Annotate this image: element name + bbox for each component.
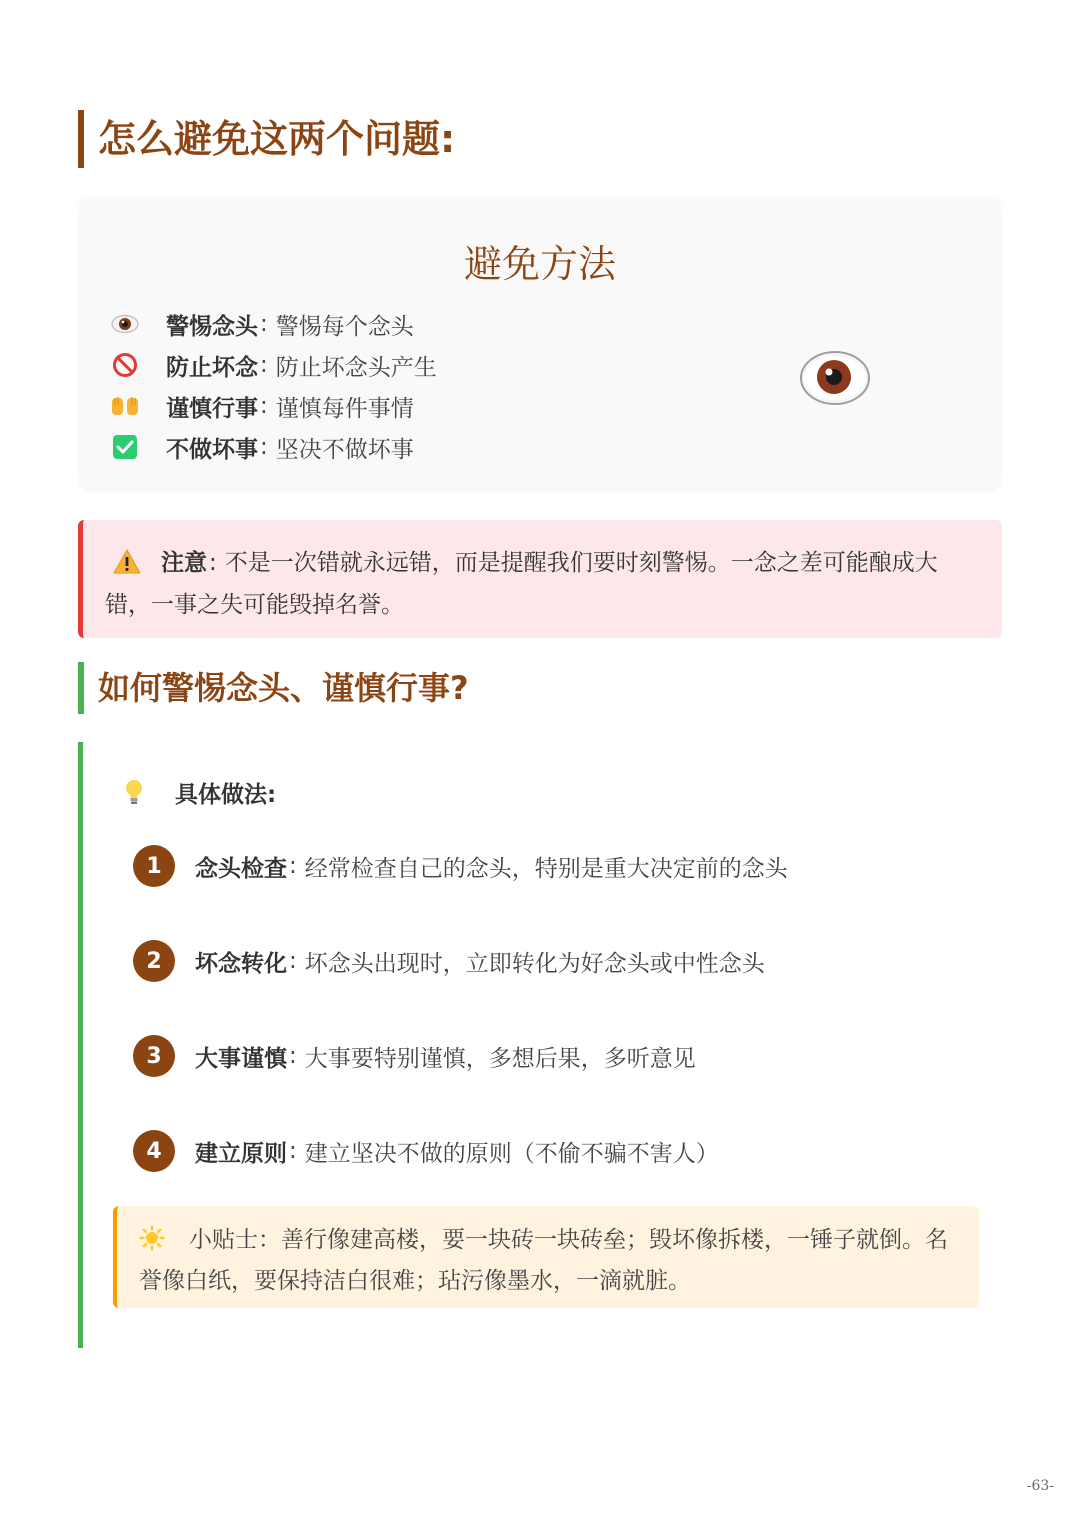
step-item <box>133 1035 696 1077</box>
method-text: 防止坏念头产生 <box>275 354 437 381</box>
label-separator: : <box>260 352 268 378</box>
raised-hands-icon <box>108 391 142 421</box>
warning-icon <box>113 548 141 586</box>
label-separator: : <box>260 311 268 337</box>
step-item <box>133 940 765 982</box>
method-text: 警惕每个念头 <box>275 313 414 340</box>
step-text: 坏念头出现时，立即转化为好念头或中性念头 <box>304 950 765 977</box>
step-label: 念头检查 <box>195 855 287 882</box>
warning-callout <box>78 520 1002 638</box>
label-separator: : <box>260 434 268 460</box>
eye-icon <box>108 309 142 339</box>
tip-callout <box>113 1206 979 1308</box>
check-box-icon <box>108 432 142 462</box>
tip-text: 小贴士：善行像建高楼，要一块砖一块砖垒；毁坏像拆楼，一锤子就倒。名誉像白纸，要保持洁白很难；玷污像墨水，一滴就脏。 <box>139 1227 948 1294</box>
sun-icon <box>139 1225 165 1263</box>
step-number-badge: 2 <box>133 940 175 982</box>
step-label: 坏念转化 <box>195 950 287 977</box>
section-heading-practice <box>78 662 469 714</box>
label-separator: : <box>209 550 217 576</box>
practice-heading-text: 具体做法: <box>175 782 277 808</box>
section-heading-avoid <box>78 110 455 168</box>
eye-icon <box>798 347 872 413</box>
practice-heading <box>121 776 276 809</box>
warning-label: 注意 <box>161 550 207 576</box>
method-text: 坚决不做坏事 <box>275 436 414 463</box>
label-separator: : <box>289 1138 297 1164</box>
method-item <box>108 348 437 382</box>
step-label: 大事谨慎 <box>195 1045 287 1072</box>
card-title: 避免方法 <box>463 242 616 286</box>
warning-text: 不是一次错就永远错，而是提醒我们要时刻警惕。一念之差可能酿成大错，一事之失可能毁掉名誉。 <box>105 550 938 618</box>
practice-section <box>78 742 1003 1348</box>
method-label: 不做坏事 <box>166 436 258 463</box>
label-separator: : <box>289 853 297 879</box>
step-text: 建立坚决不做的原则（不偷不骗不害人） <box>304 1140 719 1167</box>
step-item <box>133 1130 719 1172</box>
step-text: 经常检查自己的念头，特别是重大决定前的念头 <box>304 855 788 882</box>
methods-card <box>78 197 1002 491</box>
page-number: -63- <box>1026 1478 1054 1494</box>
step-number-badge: 4 <box>133 1130 175 1172</box>
prohibited-icon <box>108 350 142 380</box>
method-label: 防止坏念 <box>166 354 258 381</box>
light-bulb-icon <box>121 779 147 807</box>
label-separator: : <box>289 948 297 974</box>
label-separator: : <box>289 1043 297 1069</box>
label-separator: : <box>260 393 268 419</box>
step-number-badge: 3 <box>133 1035 175 1077</box>
step-item <box>133 845 788 887</box>
method-label: 警惕念头 <box>166 313 258 340</box>
step-text: 大事要特别谨慎，多想后果，多听意见 <box>304 1045 696 1072</box>
step-number-badge: 1 <box>133 845 175 887</box>
method-label: 谨慎行事 <box>166 395 258 422</box>
section-title: 怎么避免这两个问题: <box>98 117 456 161</box>
method-item <box>108 389 414 423</box>
section-title: 如何警惕念头、谨慎行事? <box>98 669 469 707</box>
method-item <box>108 307 414 341</box>
method-text: 谨慎每件事情 <box>275 395 414 422</box>
step-label: 建立原则 <box>195 1140 287 1167</box>
method-item <box>108 430 414 464</box>
